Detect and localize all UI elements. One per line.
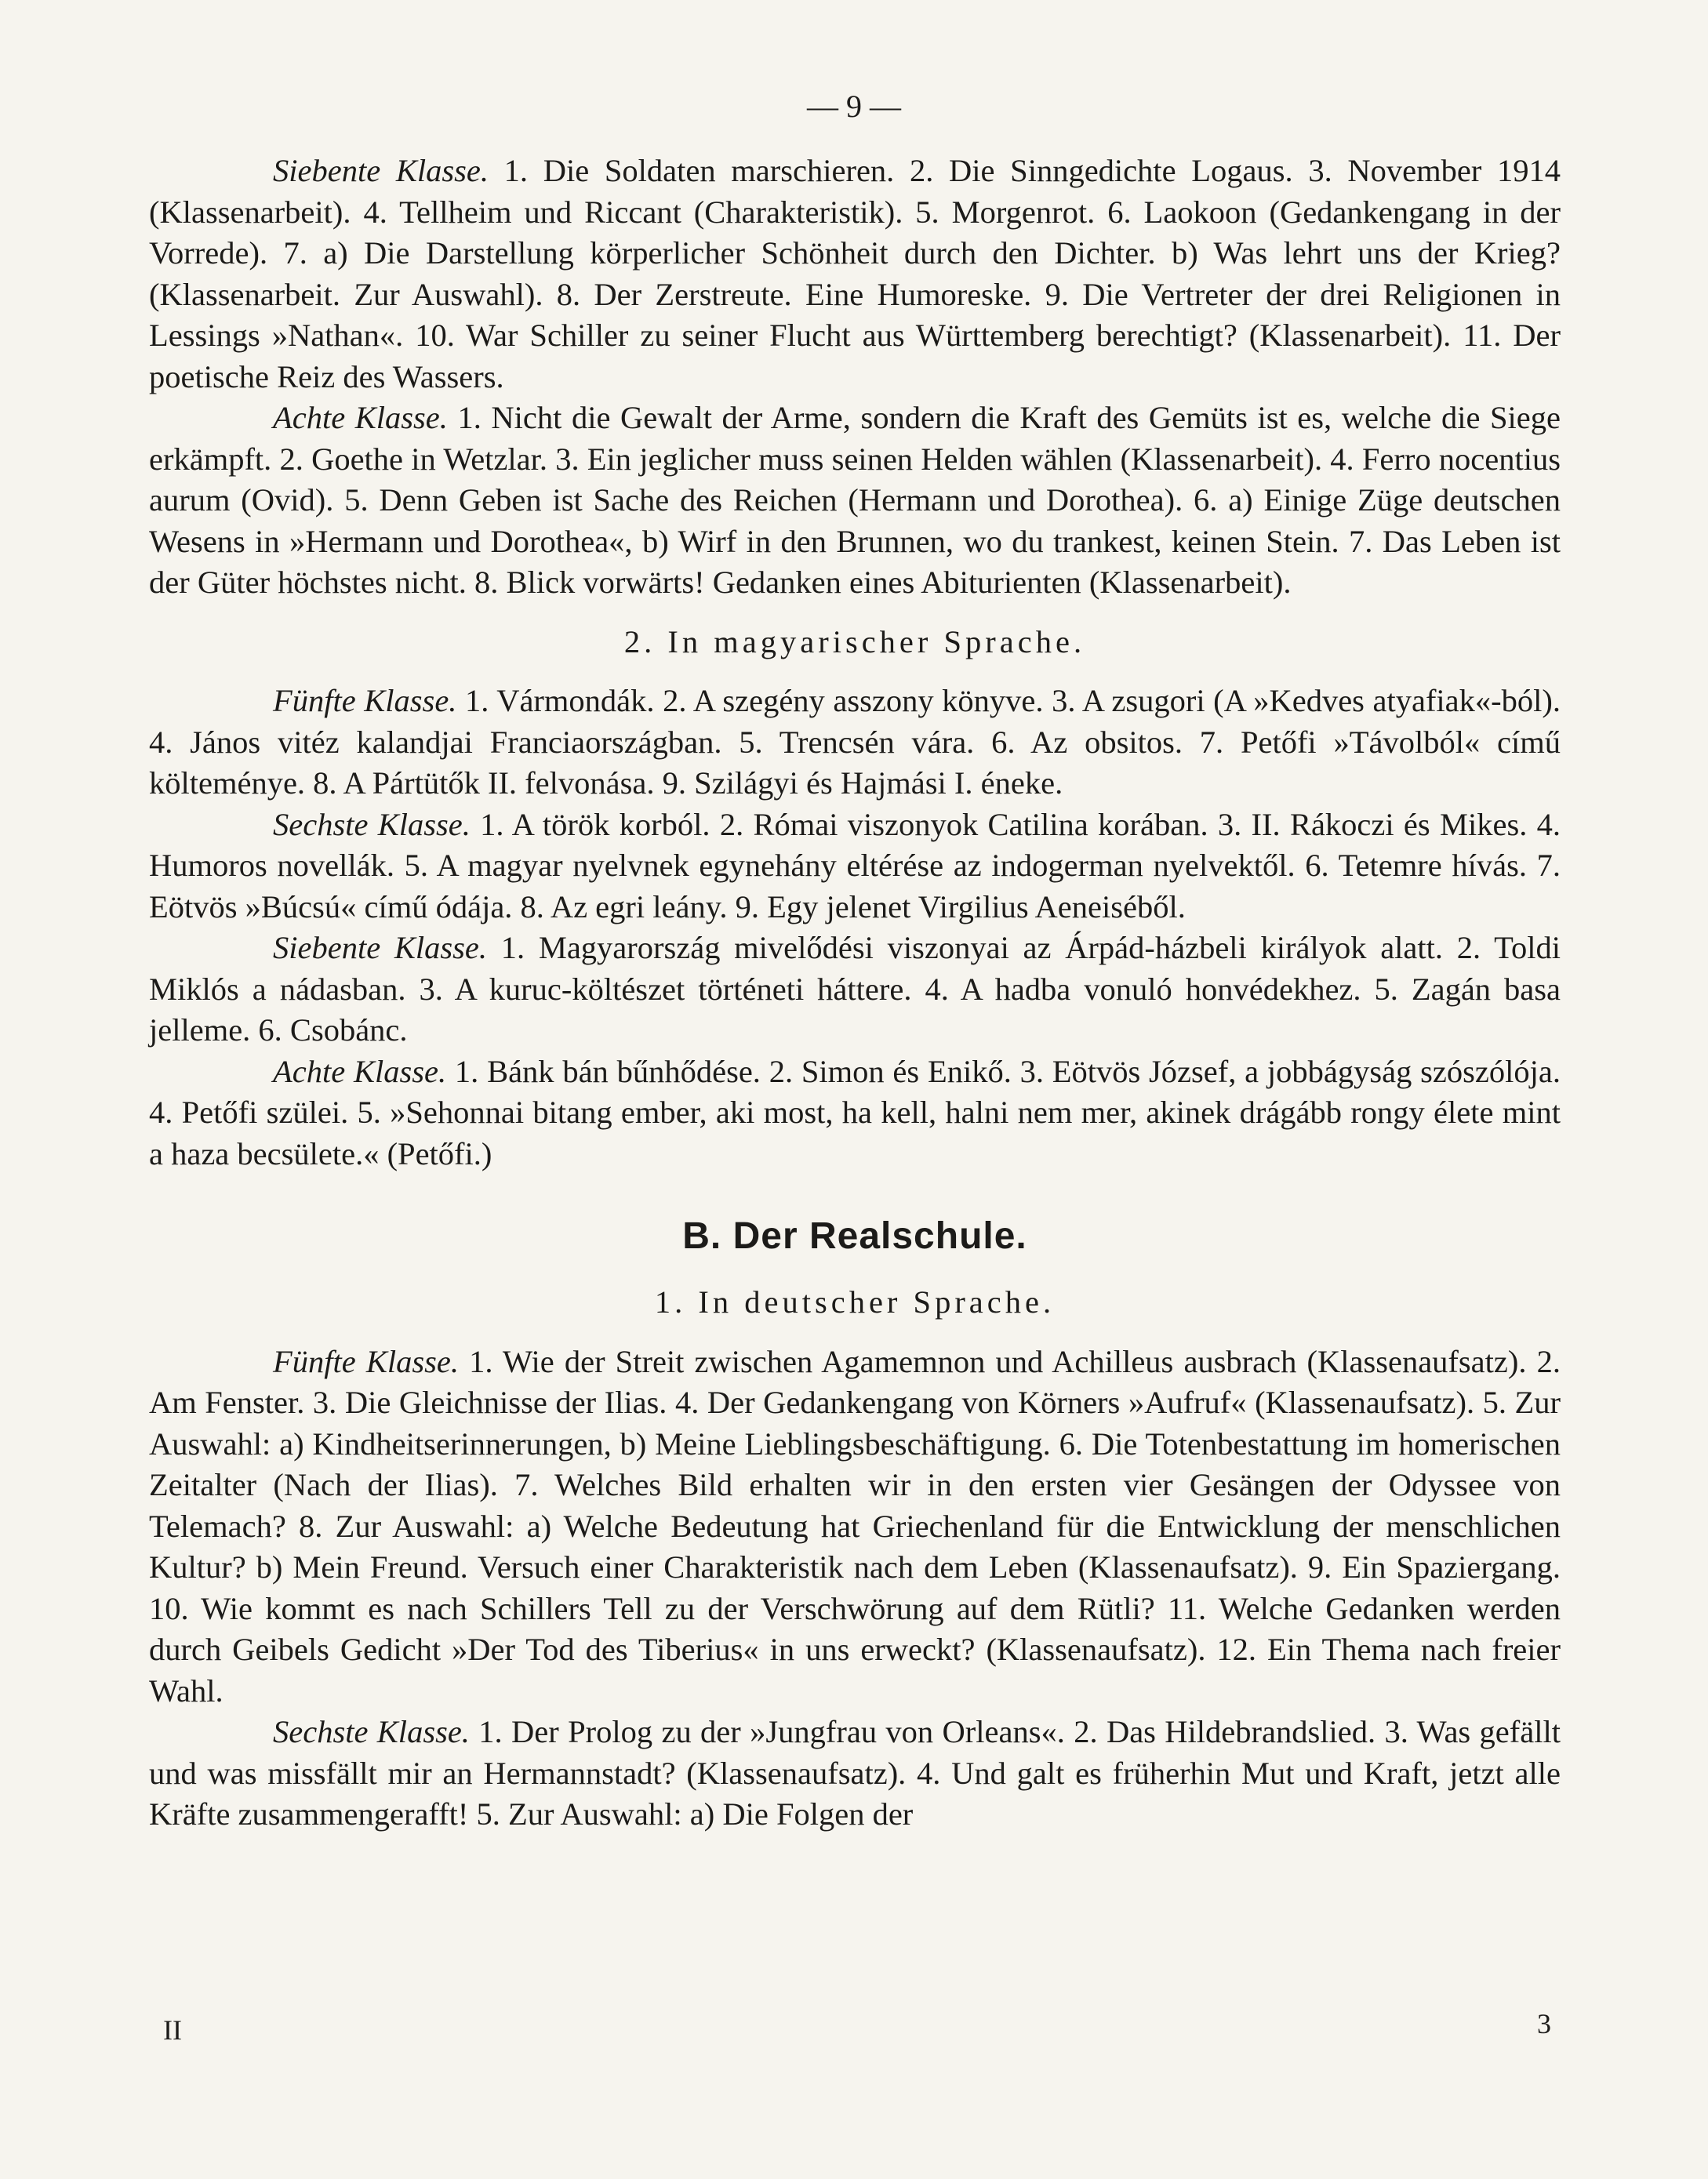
sheet-number: 3 (1537, 2008, 1551, 2039)
paragraph-gymn-german-class-7 (149, 151, 1561, 398)
subheading-magyar: 2. In magyarischer Sprache. (623, 623, 1086, 659)
paragraph-gymn-german-class-8 (149, 398, 1561, 604)
class-label: Fünfte Klasse. (273, 1343, 459, 1379)
paragraph-magyar-class-8 (149, 1051, 1561, 1175)
subheading-deutsch: 1. In deutscher Sprache. (654, 1284, 1056, 1320)
paragraph-text: 1. Bánk bán bűnhődése. 2. Simon és Enikő. 3. Eötvös József, a jobbágyság szószólója. 4. Petőfi szülei. 5. »Sehonnai bitang ember, aki most, ha kell, halni nem mer, akinek drágább rongy élete mint a haza becsülete.« (Petőfi.) (149, 1053, 1561, 1171)
paragraph-magyar-class-6 (149, 804, 1561, 928)
class-label: Siebente Klasse. (273, 930, 488, 965)
paragraph-real-german-class-5 (149, 1342, 1561, 1712)
class-label: Sechste Klasse. (273, 806, 471, 842)
paragraph-text: 1. Die Soldaten marschieren. 2. Die Sinngedichte Logaus. 3. November 1914 (Klassenarbeit). 4. Tellheim und Riccant (Charakteristik). 5. Morgenrot. 6. Laokoon (Gedankengang in der Vorrede). 7. a) Die Darstellung körperlicher Schönheit durch den Dichter. b) Was lehrt uns der Krieg? (Klassenarbeit. Zur Auswahl). 8. Der Zerstreute. Eine Humoreske. 9. Die Vertreter der drei Religionen in Lessings »Nathan«. 10. War Schiller zu seiner Flucht aus Württemberg berechtigt? (Klassenarbeit). 11. Der poetische Reiz des Wassers. (149, 153, 1561, 394)
page-number: — 9 — (807, 89, 901, 124)
paragraph-text: 1. Nicht die Gewalt der Arme, sondern die Kraft des Gemüts ist es, welche die Siege erkämpft. 2. Goethe in Wetzlar. 3. Ein jeglicher muss seinen Helden wählen (Klassenarbeit). 4. Ferro nocentius aurum (Ovid). 5. Denn Geben ist Sache des Reichen (Hermann und Dorothea). 6. a) Einige Züge deutschen Wesens in »Hermann und Dorothea«, b) Wirf in den Brunnen, wo du trankest, keinen Stein. 7. Das Leben ist der Güter höchstes nicht. 8. Blick vorwärts! Gedanken eines Abiturienten (Klassenarbeit). (149, 400, 1561, 600)
section-heading-realschule: B. Der Realschule. (682, 1215, 1027, 1257)
paragraph-real-german-class-6 (149, 1712, 1561, 1836)
paragraph-text: 1. Wie der Streit zwischen Agamemnon und Achilleus ausbrach (Klassenaufsatz). 2. Am Fenster. 3. Die Gleichnisse der Ilias. 4. Der Gedankengang von Körners »Aufruf« (Klassenaufsatz). 5. Zur Auswahl: a) Kindheitserinnerungen, b) Meine Lieblingsbeschäftigung. 6. Die Totenbestattung im homerischen Zeitalter (Nach der Ilias). 7. Welches Bild erhalten wir in den ersten vier Gesängen der Odyssee von Telemach? 8. Zur Auswahl: a) Welche Bedeutung hat Griechenland für die Entwicklung der menschlichen Kultur? b) Mein Freund. Versuch einer Charakteristik nach dem Leben (Klassenaufsatz). 9. Ein Spaziergang. 10. Wie kommt es nach Schillers Tell zu der Verschwörung auf dem Rütli? 11. Welche Gedanken werden durch Geibels Gedicht »Der Tod des Tiberius« in uns erweckt? (Klassenaufsatz). 12. Ein Thema nach freier Wahl. (149, 1343, 1561, 1709)
printer-signature: II (163, 2014, 182, 2046)
paragraph-magyar-class-7 (149, 928, 1561, 1051)
page-body (149, 151, 1561, 1836)
class-label: Achte Klasse. (273, 1053, 447, 1089)
class-label: Fünfte Klasse. (273, 683, 457, 718)
paragraph-text: 1. A török korból. 2. Római viszonyok Catilina korában. 3. II. Rákoczi és Mikes. 4. Humoros novellák. 5. A magyar nyelvnek egynehány eltérése az indogerman nyelvektől. 6. Tetemre hívás. 7. Eötvös »Búcsú« című ódája. 8. Az egri leány. 9. Egy jelenet Virgilius Aeneiséből. (149, 806, 1561, 924)
paragraph-magyar-class-5 (149, 681, 1561, 804)
class-label: Sechste Klasse. (273, 1714, 470, 1749)
class-label: Siebente Klasse. (273, 153, 489, 188)
paragraph-text: 1. Magyarország mivelődési viszonyai az Árpád-házbeli királyok alatt. 2. Toldi Miklós a nádasban. 3. A kuruc-költészet történeti háttere. 4. A hadba vonuló honvédekhez. 5. Zagán basa jelleme. 6. Csobánc. (149, 930, 1561, 1048)
paragraph-text: 1. Der Prolog zu der »Jungfrau von Orleans«. 2. Das Hildebrandslied. 3. Was gefällt und was missfällt mir an Hermannstadt? (Klassenaufsatz). 4. Und galt es früherhin Mut und Kraft, jetzt alle Kräfte zusammengerafft! 5. Zur Auswahl: a) Die Folgen der (149, 1714, 1561, 1832)
class-label: Achte Klasse. (273, 400, 448, 435)
paragraph-text: 1. Vármondák. 2. A szegény asszony könyve. 3. A zsugori (A »Kedves atyafiak«-ból). 4. János vitéz kalandjai Franciaországban. 5. Trencsén vára. 6. Az obsitos. 7. Petőfi »Távolból« című költeménye. 8. A Pártütők II. felvonása. 9. Szilágyi és Hajmási I. éneke. (149, 683, 1561, 801)
